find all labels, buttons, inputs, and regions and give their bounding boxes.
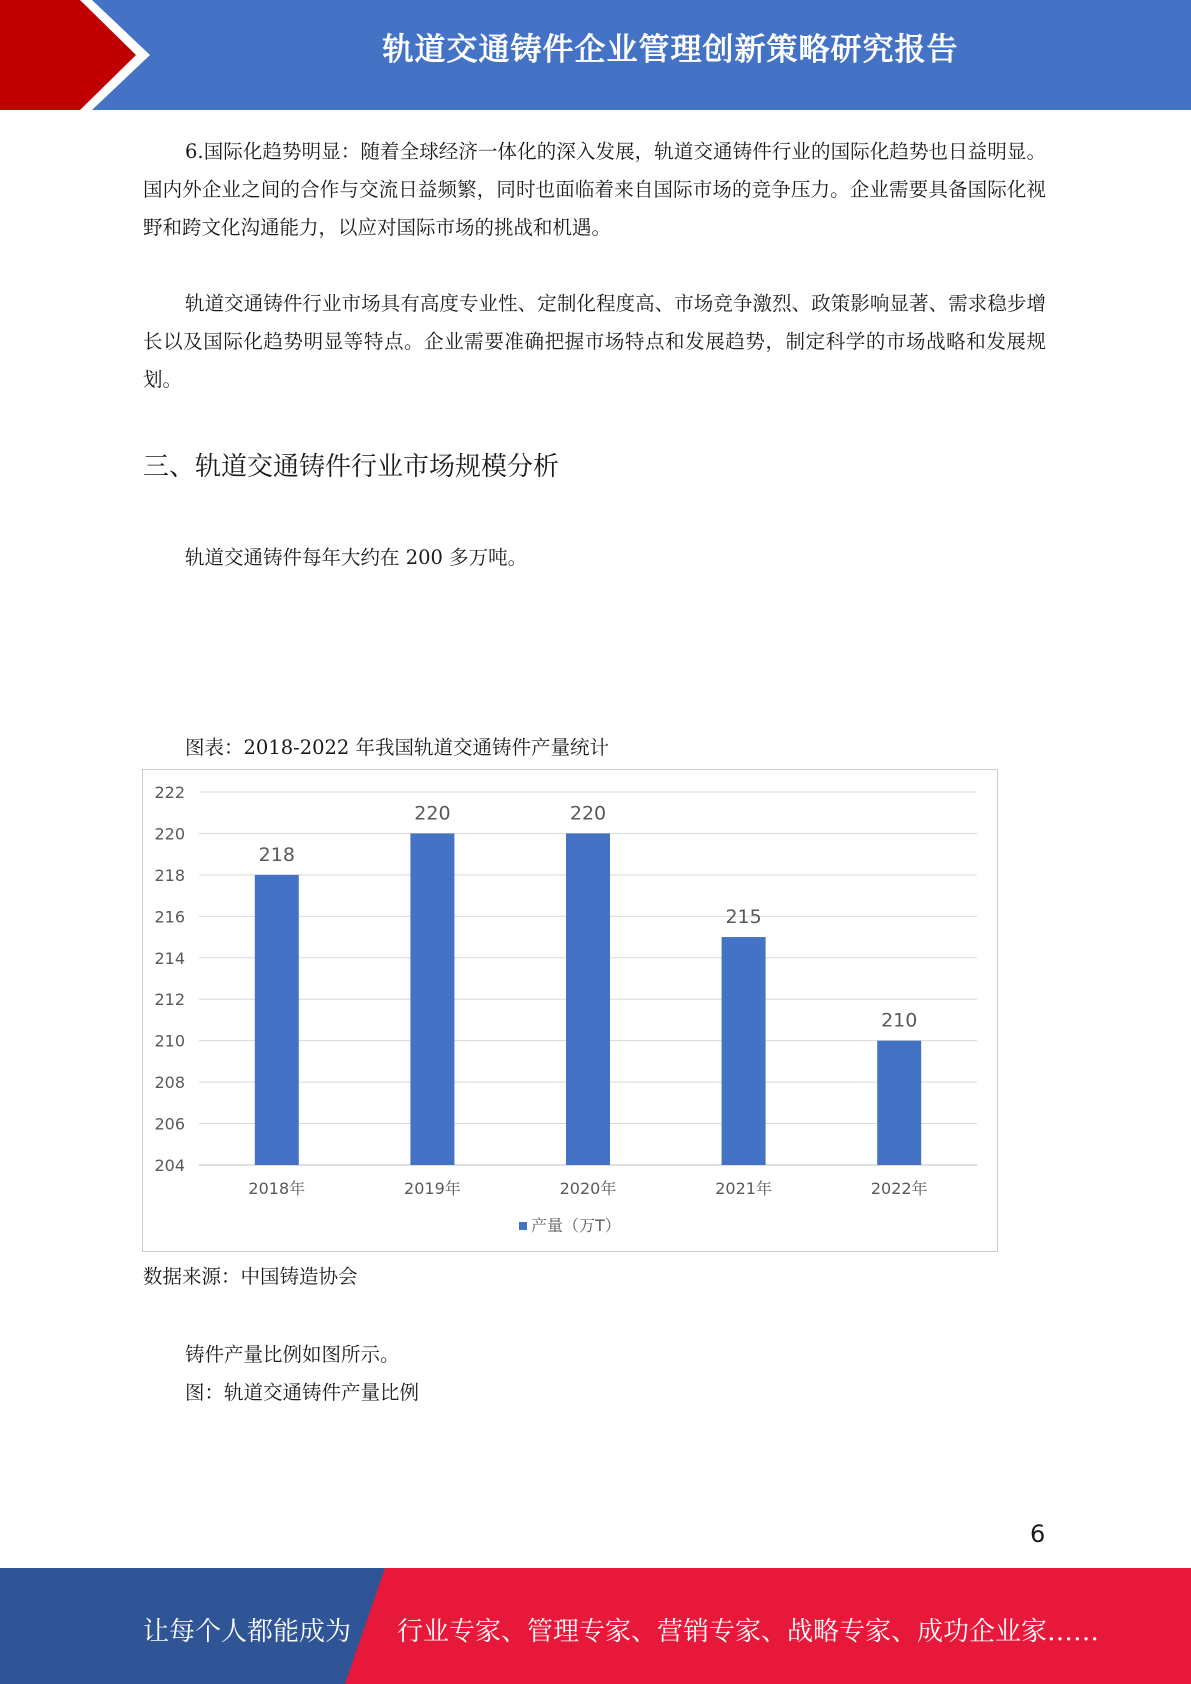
x-tick-label: 2019年 <box>404 1179 461 1198</box>
data-source: 数据来源：中国铸造协会 <box>143 1265 358 1288</box>
data-label: 215 <box>725 906 762 929</box>
y-tick-label: 212 <box>154 990 185 1010</box>
y-tick-label: 208 <box>154 1073 185 1093</box>
data-label: 210 <box>881 1009 918 1032</box>
data-label: 220 <box>569 802 607 825</box>
data-label: 218 <box>258 843 295 866</box>
document-title: 轨道交通铸件企业管理创新策略研究报告 <box>382 32 959 68</box>
bar-chart-svg <box>143 770 999 1253</box>
data-label: 220 <box>414 802 451 825</box>
y-tick-label: 204 <box>154 1156 185 1175</box>
paragraph-annual-output: 轨道交通铸件每年大约在 200 多万吨。 <box>185 546 528 569</box>
footer-banner <box>0 1568 1191 1684</box>
x-tick-label: 2022年 <box>870 1179 928 1198</box>
header-banner <box>0 0 1191 110</box>
bar <box>410 833 454 1165</box>
y-tick-label: 220 <box>154 824 185 844</box>
footer-slogan-right: 行业专家、管理专家、营销专家、战略专家、成功企业家…… <box>397 1617 1100 1647</box>
paragraph-market-summary: 轨道交通铸件行业市场具有高度专业性、定制化程度高、市场竞争激烈、政策影响显著、需求稳步增长以及国际化趋势明显等特点。企业需要准确把握市场特点和发展趋势，制定科学的市场战略和发展规划。 <box>143 292 1046 391</box>
x-tick-label: 2021年 <box>715 1179 772 1198</box>
y-tick-label: 206 <box>154 1114 185 1134</box>
figure-caption: 图：轨道交通铸件产量比例 <box>185 1381 420 1404</box>
paragraph-ratio: 铸件产量比例如图所示。 <box>185 1343 400 1366</box>
x-tick-label: 2020年 <box>559 1179 617 1198</box>
paragraph-internationalization: 6.国际化趋势明显：随着全球经济一体化的深入发展，轨道交通铸件行业的国际化趋势也日益明显。国内外企业之间的合作与交流日益频繁，同时也面临着来自国际市场的竞争压力。企业需要具备国际化视野和跨文化沟通能力，以应对国际市场的挑战和机遇。 <box>143 140 1046 239</box>
bar-chart <box>142 769 998 1252</box>
section-heading: 三、轨道交通铸件行业市场规模分析 <box>143 452 560 482</box>
bar <box>877 1041 921 1165</box>
footer-slogan-left: 让每个人都能成为 <box>143 1617 352 1647</box>
bar <box>566 833 610 1165</box>
chart-caption: 图表：2018-2022 年我国轨道交通铸件产量统计 <box>185 736 610 759</box>
legend-label: 产量（万T） <box>531 1216 621 1235</box>
page-number: 6 <box>1030 1520 1046 1548</box>
y-tick-label: 218 <box>154 865 185 885</box>
y-tick-label: 210 <box>154 1031 185 1051</box>
y-tick-label: 222 <box>154 783 185 802</box>
y-tick-label: 214 <box>154 948 185 968</box>
bar <box>722 937 766 1165</box>
y-tick-label: 216 <box>154 907 185 927</box>
bar <box>255 875 299 1165</box>
legend-swatch <box>519 1222 527 1230</box>
x-tick-label: 2018年 <box>248 1179 306 1198</box>
